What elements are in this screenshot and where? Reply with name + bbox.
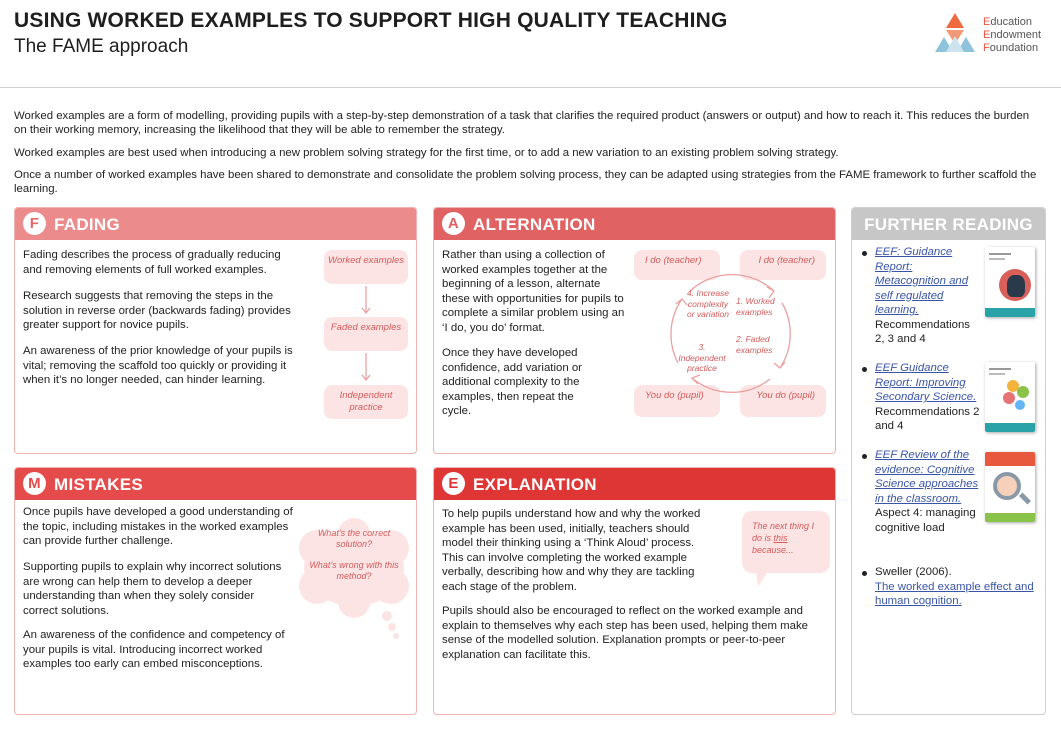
bullet-icon (862, 454, 867, 459)
cycle-step-4: 4. Increase complexity or variation (686, 288, 730, 319)
fading-step-independent-practice: Independent practice (324, 385, 408, 419)
cognitive-science-review-cover-image[interactable] (985, 452, 1035, 522)
page-subtitle: The FAME approach (14, 36, 189, 57)
fading-paragraph-3: An awareness of the prior knowledge of your pupils is vital; removing the scaffold too quickly or providing it when it’s no longer needed, can hinder learning. (23, 345, 293, 386)
explanation-panel (433, 467, 836, 715)
reference-1-link[interactable]: EEF: Guidance Report: Metacognition and self regulated learning. (875, 246, 969, 316)
arrow-down-icon (360, 353, 372, 383)
thought-question-1: What’s the correct solution? (317, 528, 391, 549)
cycle-step-3: 3. Independent practice (678, 342, 726, 373)
cycle-circle-arrows (662, 263, 802, 403)
alternation-letter-badge: A (442, 212, 465, 235)
reference-3-note: Aspect 4: managing cognitive load (875, 507, 976, 534)
intro-paragraph-3: Once a number of worked examples have been shared to demonstrate and consolidate the problem solving process, they can be adapted using strategies from the FAME framework to further scaffold the learning. (14, 169, 1037, 195)
intro-paragraph-2: Worked examples are best used when introducing a new problem solving strategy for the first time, or to add a new variation to an existing problem solving strategy. (14, 147, 839, 159)
reference-4-author: Sweller (2006). (875, 566, 952, 578)
mistakes-panel (14, 467, 417, 715)
explanation-paragraph-2: Pupils should also be encouraged to reflect on the worked example and explain to themselves why each step has been used, helping them make sense of the modelled solution. Explanation prompts or peer-to-peer explanation can facilitate this. (442, 605, 808, 661)
speech-bubble-text: The next thing I do is this because... (752, 521, 815, 555)
reference-3 (875, 448, 981, 535)
reference-3-link[interactable]: EEF Review of the evidence: Cognitive Science approaches in the classroom. (875, 449, 979, 505)
alternation-paragraph-1: Rather than using a collection of worked examples together at the beginning of a lesson, alternate these with opportunities for pupils to complete a similar problem using an ‘I do, you do’ format. (442, 249, 625, 334)
cycle-corner-i-do-left: I do (teacher) (634, 250, 720, 280)
metacognition-report-cover-image[interactable] (985, 247, 1035, 317)
explanation-header (434, 468, 835, 500)
further-reading-panel (851, 207, 1046, 715)
further-reading-header (852, 208, 1045, 240)
explanation-heading: EXPLANATION (473, 475, 597, 494)
mistakes-heading: MISTAKES (54, 475, 143, 494)
mistakes-header (15, 468, 416, 500)
alternation-panel (433, 207, 836, 454)
cycle-corner-i-do-right: I do (teacher) (740, 250, 826, 280)
eef-logo-text: Education Endowment Foundation (983, 16, 1042, 54)
bullet-icon (862, 571, 867, 576)
alternation-heading: ALTERNATION (473, 215, 596, 234)
reference-2 (875, 361, 983, 434)
intro-paragraph-1: Worked examples are a form of modelling, providing pupils with a step-by-step demonstration of a task that clarifies the required product (answers or output) and how to reach it. This reduces the burden on their working memory, increasing the likelihood that they will be able to remember the strategy. (14, 110, 1030, 136)
arrow-down-icon (360, 286, 372, 316)
alternation-paragraph-2: Once they have developed confidence, add variation or additional complexity to the examples, then repeat the cycle. (442, 347, 582, 417)
fading-panel (14, 207, 417, 454)
explanation-letter-badge: E (442, 472, 465, 495)
page-header (0, 0, 1061, 88)
reference-2-link[interactable]: EEF Guidance Report: Improving Secondary Science. (875, 362, 977, 403)
fading-heading: FADING (54, 215, 121, 234)
cycle-step-1: 1. Worked examples (736, 296, 775, 317)
explanation-paragraph-1: To help pupils understand how and why the worked example has been used, initially, teachers should model their thinking using a ‘Think Aloud’ process. This can involve completing the worked example verbally, describing how and why they are tackling each stage of the problem. (442, 508, 701, 593)
reference-1-note: Recommendations 2, 3 and 4 (875, 318, 970, 345)
fading-paragraph-2: Research suggests that removing the steps in the solution in reverse order (backwards fading) provides greater support for novice pupils. (23, 290, 291, 331)
cycle-corner-you-do-right: You do (pupil) (740, 385, 826, 417)
mistakes-letter-badge: M (23, 472, 46, 495)
reference-4-link[interactable]: The worked example effect and human cognition. (875, 580, 1034, 607)
bullet-icon (862, 251, 867, 256)
mistakes-paragraph-3: An awareness of the confidence and competency of your pupils is vital. Introducing incorrect worked examples too early can embed misconceptions. (23, 629, 285, 670)
mistakes-paragraph-2: Supporting pupils to explain why incorrect solutions are wrong can help them to develop a deeper understanding than when they solely consider correct solutions. (23, 561, 282, 617)
fading-header (15, 208, 416, 240)
secondary-science-report-cover-image[interactable] (985, 362, 1035, 432)
fading-paragraph-1: Fading describes the process of gradually reducing and removing elements of full worked examples. (23, 249, 281, 276)
alternation-header (434, 208, 835, 240)
reference-2-note: Recommendations 2 and 4 (875, 405, 980, 432)
thought-question-2: What’s wrong with this method? (309, 560, 399, 581)
reference-1 (875, 245, 975, 347)
eef-triangle-logo-icon (935, 13, 975, 53)
cycle-corner-you-do-left: You do (pupil) (634, 385, 720, 417)
fading-step-faded-examples: Faded examples (324, 317, 408, 351)
further-reading-heading: FURTHER READING (864, 215, 1033, 234)
cycle-step-2: 2. Faded examples (736, 334, 773, 355)
page-title: USING WORKED EXAMPLES TO SUPPORT HIGH QUALITY TEACHING (14, 9, 728, 32)
fading-step-worked-examples: Worked examples (324, 250, 408, 284)
fading-letter-badge: F (23, 212, 46, 235)
reference-4 (875, 565, 1040, 609)
mistakes-paragraph-1: Once pupils have developed a good understanding of the topic, including mistakes in the worked examples can provide further challenge. (23, 506, 293, 547)
bullet-icon (862, 367, 867, 372)
